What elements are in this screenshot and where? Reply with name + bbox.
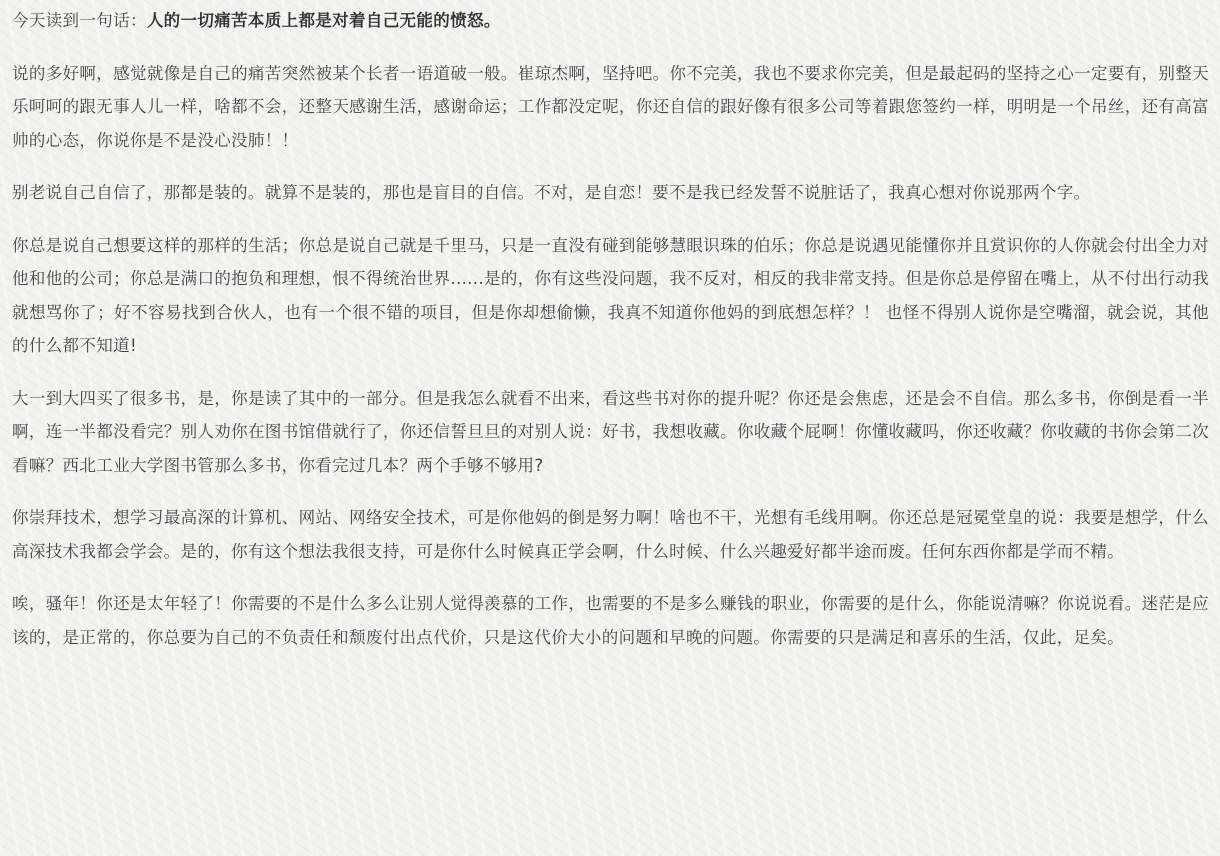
- paragraph-2: 别老说自己自信了，那都是装的。就算不是装的，那也是盲目的自信。不对，是自恋！要不是我已经发誓不说脏话了，我真心想对你说那两个字。: [12, 183, 1091, 202]
- paragraph-5: 你崇拜技术，想学习最高深的计算机、网站、网络安全技术，可是你他妈的倒是努力啊！啥也不干，光想有毛线用啊。你还总是冠冕堂皇的说：我要是想学，什么高深技术我都会学会。是的，你有这个想法我很支持，可是你什么时候真正学会啊，什么时候、什么兴趣爱好都半途而废。任何东西你都是学而不精。: [12, 508, 1209, 561]
- paragraph-1: 说的多好啊，感觉就像是自己的痛苦突然被某个长者一语道破一般。崔琼杰啊，坚持吧。你不完美，我也不要求你完美，但是最起码的坚持之心一定要有，别整天乐呵呵的跟无事人儿一样，啥都不会，还整天感谢生活，感谢命运；工作都没定呢，你还自信的跟好像有很多公司等着跟您签约一样，明明是一个吊丝，还有高富帅的心态，你说你是不是没心没肺！！: [12, 63, 1209, 150]
- paragraph-3: 你总是说自己想要这样的那样的生活；你总是说自己就是千里马，只是一直没有碰到能够慧眼识珠的伯乐；你总是说遇见能懂你并且赏识你的人你就会付出全力对他和他的公司；你总是满口的抱负和理想，恨不得统治世界......是的，你有这些没问题，我不反对，相反的我非常支持。但是你总是停留在嘴上，从不付出行动我就想骂你了；好不容易找到合伙人，也有一个很不错的项目，但是你却想偷懒，我真不知道你他妈的到底想怎样？！ 也怪不得别人说你是空嘴溜，就会说，其他的什么都不知道!: [12, 235, 1209, 355]
- paragraph-4: 大一到大四买了很多书，是，你是读了其中的一部分。但是我怎么就看不出来，看这些书对你的提升呢？你还是会焦虑，还是会不自信。那么多书，你倒是看一半啊，连一半都没看完？别人劝你在图书馆借就行了，你还信誓旦旦的对别人说：好书，我想收藏。你收藏个屁啊！你懂收藏吗，你还收藏？你收藏的书你会第二次看嘛？西北工业大学图书管那么多书，你看完过几本？两个手够不够用?: [12, 388, 1209, 475]
- intro-lead: 今天读到一句话：: [12, 11, 147, 30]
- paragraph-6: 唉，骚年！你还是太年轻了！你需要的不是什么多么让别人觉得羡慕的工作，也需要的不是多么赚钱的职业，你需要的是什么，你能说清嘛？你说说看。迷茫是应该的，是正常的，你总要为自己的不负责任和颓废付出点代价，只是这代价大小的问题和早晚的问题。你需要的只是满足和喜乐的生活，仅此，足矣。: [12, 594, 1209, 647]
- intro-quote: 人的一切痛苦本质上都是对着自己无能的愤怒。: [146, 11, 501, 30]
- intro-paragraph: [12, 4, 1209, 38]
